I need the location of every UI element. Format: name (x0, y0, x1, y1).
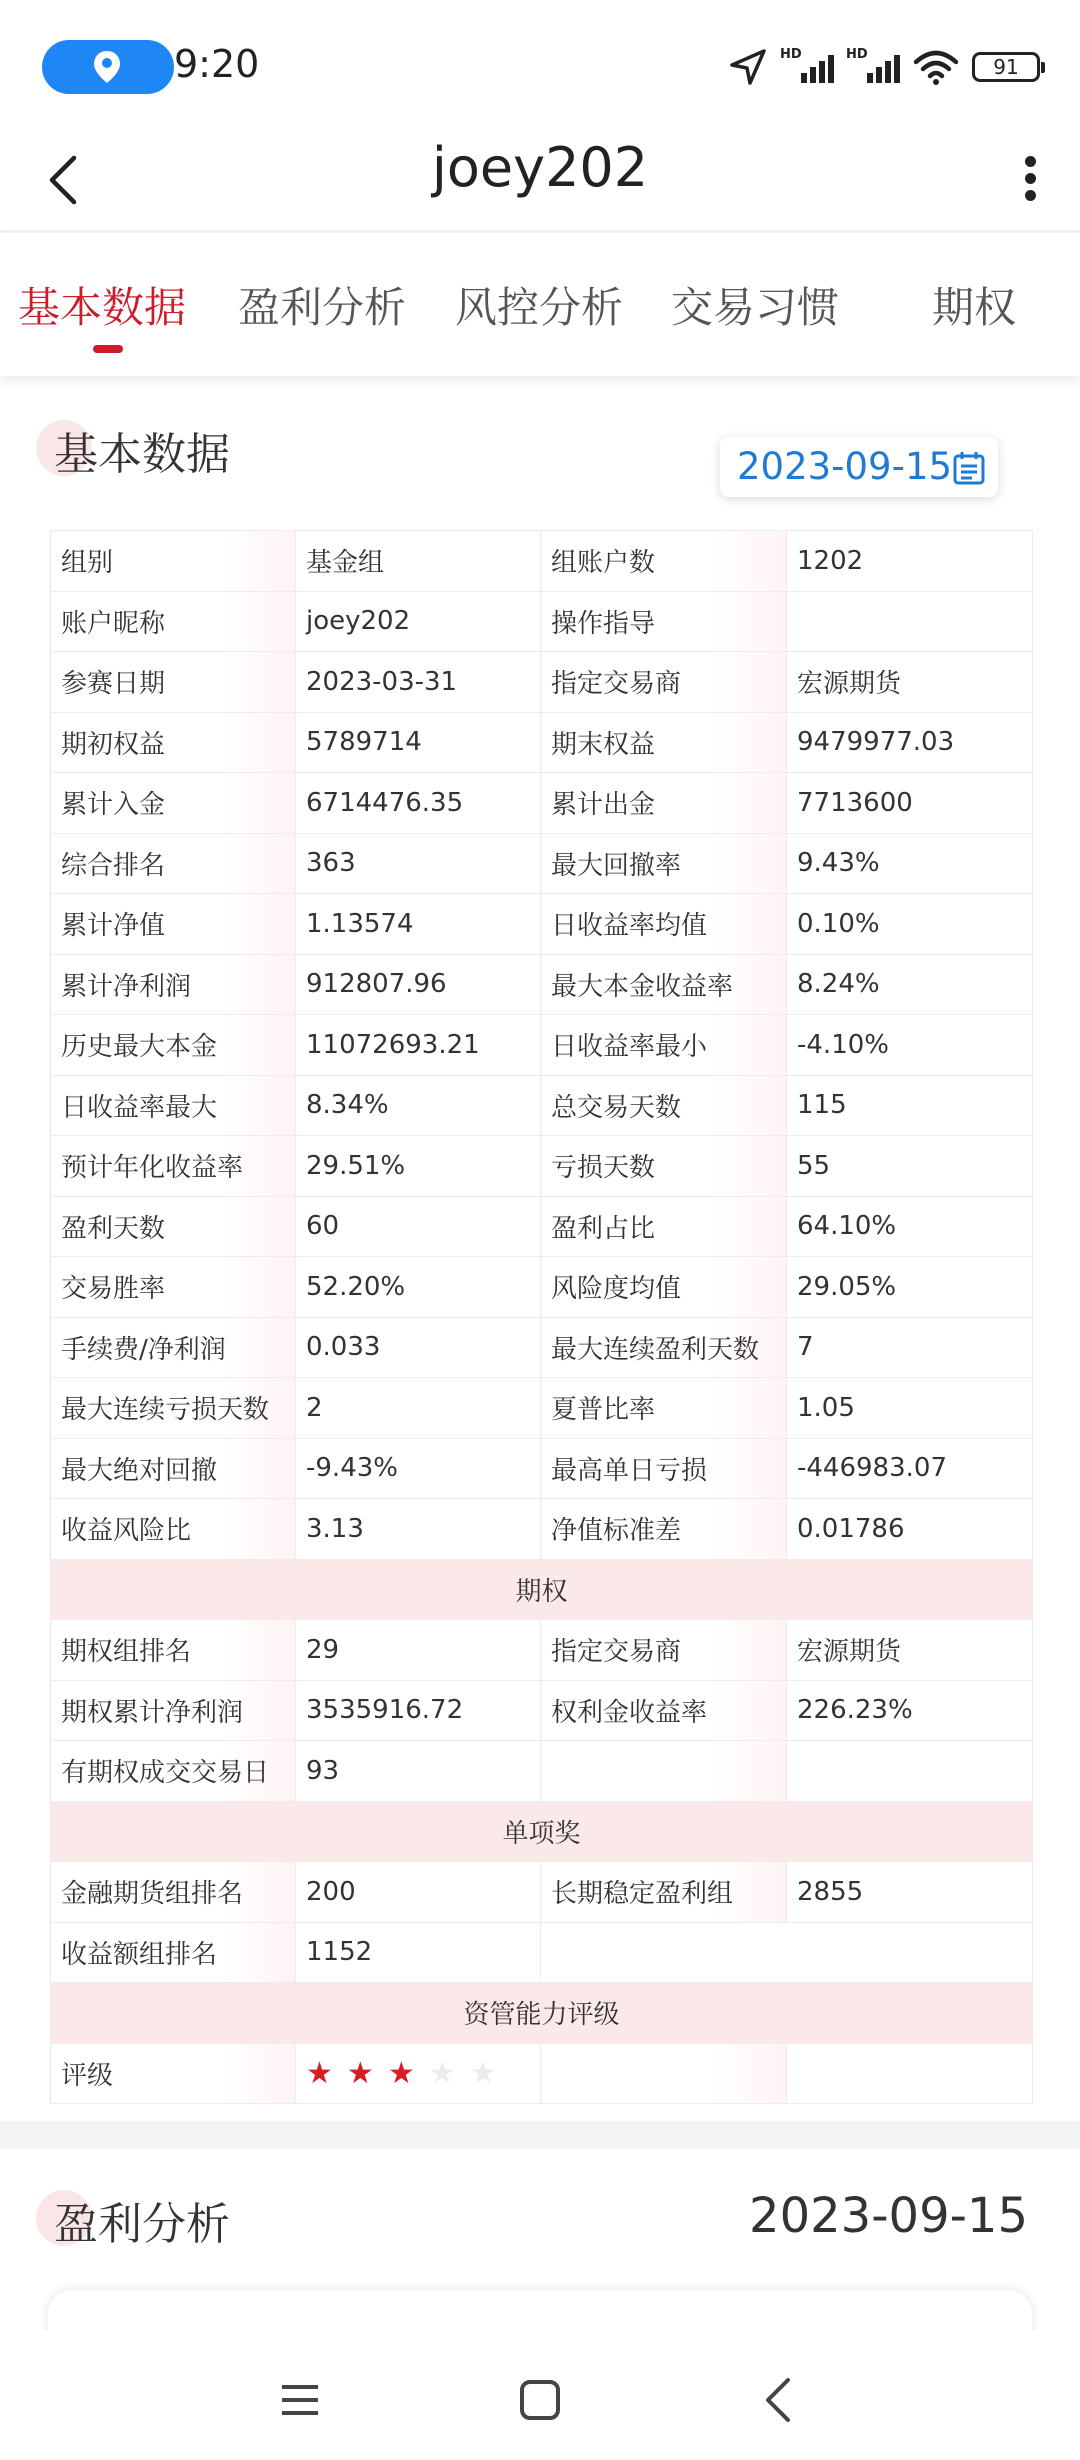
star-icon: ★ (469, 2055, 497, 2091)
table-row (51, 773, 1033, 834)
table-row (51, 1317, 1033, 1378)
location-icon (92, 49, 122, 85)
cell-label: 盈利天数 (51, 1196, 296, 1257)
cell-value: -4.10% (787, 1015, 1033, 1076)
location-indicator[interactable] (42, 40, 174, 94)
cell-label: 风险度均值 (541, 1257, 787, 1318)
section-divider (0, 2121, 1080, 2149)
tab-risk-analysis[interactable]: 风控分析 (455, 283, 624, 332)
cell-label: 最大本金收益率 (541, 954, 787, 1015)
cell-label: 手续费/净利润 (51, 1317, 296, 1378)
cell-value (787, 1741, 1033, 1802)
cell-label: 期初权益 (51, 712, 296, 773)
cell-value: 115 (787, 1075, 1033, 1136)
signal-icon: HD (780, 47, 834, 87)
table-row (51, 894, 1033, 955)
stats-table (50, 530, 1033, 2104)
cell-value: 0.10% (787, 894, 1033, 955)
cell-label: 总交易天数 (541, 1075, 787, 1136)
app-header (0, 130, 1080, 230)
cell-label: 组账户数 (541, 531, 787, 592)
table-row (51, 1862, 1033, 1923)
cell-value: 0.033 (296, 1317, 541, 1378)
cell-value: 3535916.72 (296, 1680, 541, 1741)
cell-label: 净值标准差 (541, 1499, 787, 1560)
table-row (51, 1196, 1033, 1257)
cell-label: 最大回撤率 (541, 833, 787, 894)
table-row (51, 1378, 1033, 1439)
cell-label: 期末权益 (541, 712, 787, 773)
cell-value: 基金组 (296, 531, 541, 592)
profit-date[interactable]: 2023-09-15 (749, 2188, 1028, 2244)
cell-value: 8.24% (787, 954, 1033, 1015)
wifi-icon (912, 48, 960, 86)
cell-label: 期权组排名 (51, 1620, 296, 1681)
cell-value: 52.20% (296, 1257, 541, 1318)
cell-label: 交易胜率 (51, 1257, 296, 1318)
cell-value: 5789714 (296, 712, 541, 773)
cell-label (541, 1741, 787, 1802)
cell-label: 盈利占比 (541, 1196, 787, 1257)
cell-label: 预计年化收益率 (51, 1136, 296, 1197)
cell-value: joey202 (296, 591, 541, 652)
cell-label: 期权累计净利润 (51, 1680, 296, 1741)
cell-label: 最大连续盈利天数 (541, 1317, 787, 1378)
cell-label: 夏普比率 (541, 1378, 787, 1439)
section-band: 资管能力评级 (51, 1983, 1033, 2044)
tab-trading-habits[interactable]: 交易习惯 (671, 283, 840, 332)
battery-icon (972, 52, 1040, 82)
star-icon: ★ (306, 2055, 333, 2091)
cell-label: 累计净值 (51, 894, 296, 955)
star-icon: ★ (428, 2055, 456, 2091)
rating-row (51, 2043, 1033, 2104)
nav-back-icon (750, 2370, 810, 2430)
cell-value: 宏源期货 (787, 652, 1033, 713)
cell-value: 2855 (787, 1862, 1033, 1923)
cell-value: 1202 (787, 531, 1033, 592)
cell-value: 200 (296, 1862, 541, 1923)
cell-label: 最大绝对回撤 (51, 1438, 296, 1499)
cell-label: 累计入金 (51, 773, 296, 834)
table-row (51, 1620, 1033, 1681)
home-icon (510, 2370, 570, 2430)
star-icon: ★ (387, 2055, 415, 2091)
table-row (51, 1741, 1033, 1802)
rating-stars (296, 2043, 541, 2104)
cell-value: 29.51% (296, 1136, 541, 1197)
cell-value: 912807.96 (296, 954, 541, 1015)
cell-label: 日收益率均值 (541, 894, 787, 955)
cell-label: 权利金收益率 (541, 1680, 787, 1741)
cell-label: 收益风险比 (51, 1499, 296, 1560)
table-row (51, 1015, 1033, 1076)
section-band: 期权 (51, 1559, 1033, 1620)
table-band-row (51, 1983, 1033, 2044)
cell-label: 最高单日亏损 (541, 1438, 787, 1499)
star-icon: ★ (346, 2055, 374, 2091)
home-button[interactable] (510, 2370, 570, 2430)
cell-value: 55 (787, 1136, 1033, 1197)
cell-value: 0.01786 (787, 1499, 1033, 1560)
more-button[interactable] (1010, 140, 1050, 220)
cell-value: 6714476.35 (296, 773, 541, 834)
table-row (51, 1922, 1033, 1983)
cell-value: 363 (296, 833, 541, 894)
cell-empty (541, 2043, 787, 2104)
cell-value: 11072693.21 (296, 1015, 541, 1076)
date-picker-button[interactable] (720, 437, 998, 497)
cell-label: 亏损天数 (541, 1136, 787, 1197)
cell-value: 宏源期货 (787, 1620, 1033, 1681)
status-bar (0, 0, 1080, 130)
section-title: 盈利分析 (54, 2199, 230, 2250)
cell-label: 指定交易商 (541, 652, 787, 713)
cell-empty (787, 2043, 1033, 2104)
tab-bar (0, 230, 1080, 376)
menu-icon (270, 2370, 330, 2430)
cell-label: 参赛日期 (51, 652, 296, 713)
section-title: 基本数据 (54, 429, 230, 480)
table-row (51, 1075, 1033, 1136)
cell-label: 账户昵称 (51, 591, 296, 652)
cell-label: 有期权成交交易日 (51, 1741, 296, 1802)
tab-options[interactable]: 期权 (932, 283, 1017, 332)
table-band-row (51, 1801, 1033, 1862)
cell-value: 1152 (296, 1922, 541, 1983)
table-row (51, 652, 1033, 713)
tab-indicator (93, 345, 123, 353)
tab-profit-analysis[interactable]: 盈利分析 (238, 283, 407, 332)
cell-label: 日收益率最小 (541, 1015, 787, 1076)
cell-label: 长期稳定盈利组 (541, 1862, 787, 1923)
cell-label: 累计净利润 (51, 954, 296, 1015)
cell-empty (541, 1922, 1033, 1983)
cell-value: 3.13 (296, 1499, 541, 1560)
clock: 9:20 (174, 42, 260, 86)
tab-basic-data[interactable]: 基本数据 (18, 283, 187, 332)
table-row (51, 1680, 1033, 1741)
navigation-icon (728, 47, 768, 87)
cell-value: 29.05% (787, 1257, 1033, 1318)
cell-value: 8.34% (296, 1075, 541, 1136)
cell-value: 9479977.03 (787, 712, 1033, 773)
cell-label: 收益额组排名 (51, 1922, 296, 1983)
menu-button[interactable] (270, 2370, 330, 2430)
cell-value: 1.13574 (296, 894, 541, 955)
table-row (51, 531, 1033, 592)
cell-label: 评级 (51, 2043, 296, 2104)
table-row (51, 954, 1033, 1015)
cell-value: 60 (296, 1196, 541, 1257)
cell-label: 日收益率最大 (51, 1075, 296, 1136)
cell-value: 29 (296, 1620, 541, 1681)
cell-label: 操作指导 (541, 591, 787, 652)
cell-label: 累计出金 (541, 773, 787, 834)
cell-value: -9.43% (296, 1438, 541, 1499)
cell-value: 93 (296, 1741, 541, 1802)
table-row (51, 591, 1033, 652)
page-title: joey202 (431, 136, 649, 199)
cell-value: -446983.07 (787, 1438, 1033, 1499)
table-row (51, 1136, 1033, 1197)
cell-label: 组别 (51, 531, 296, 592)
table-row (51, 712, 1033, 773)
cell-value: 2 (296, 1378, 541, 1439)
date-value: 2023-09-15 (737, 445, 953, 488)
stats-table-body (51, 531, 1033, 2104)
table-band-row (51, 1559, 1033, 1620)
cell-label: 金融期货组排名 (51, 1862, 296, 1923)
nav-back-button[interactable] (750, 2370, 810, 2430)
cell-value: 226.23% (787, 1680, 1033, 1741)
cell-value: 7 (787, 1317, 1033, 1378)
cell-value: 1.05 (787, 1378, 1033, 1439)
signal-icon: HD (846, 47, 900, 87)
table-row (51, 1438, 1033, 1499)
cell-label: 最大连续亏损天数 (51, 1378, 296, 1439)
cell-value (787, 591, 1033, 652)
system-nav-bar (0, 2330, 1080, 2460)
cell-value: 9.43% (787, 833, 1033, 894)
more-icon (1010, 156, 1050, 201)
cell-value: 64.10% (787, 1196, 1033, 1257)
cell-label: 综合排名 (51, 833, 296, 894)
status-icons (728, 44, 1040, 90)
table-row (51, 1499, 1033, 1560)
cell-value: 2023-03-31 (296, 652, 541, 713)
cell-label: 历史最大本金 (51, 1015, 296, 1076)
table-row (51, 833, 1033, 894)
battery-level: 91 (993, 55, 1019, 79)
cell-value: 7713600 (787, 773, 1033, 834)
cell-label: 指定交易商 (541, 1620, 787, 1681)
calendar-icon (952, 450, 986, 486)
table-row (51, 1257, 1033, 1318)
section-band: 单项奖 (51, 1801, 1033, 1862)
